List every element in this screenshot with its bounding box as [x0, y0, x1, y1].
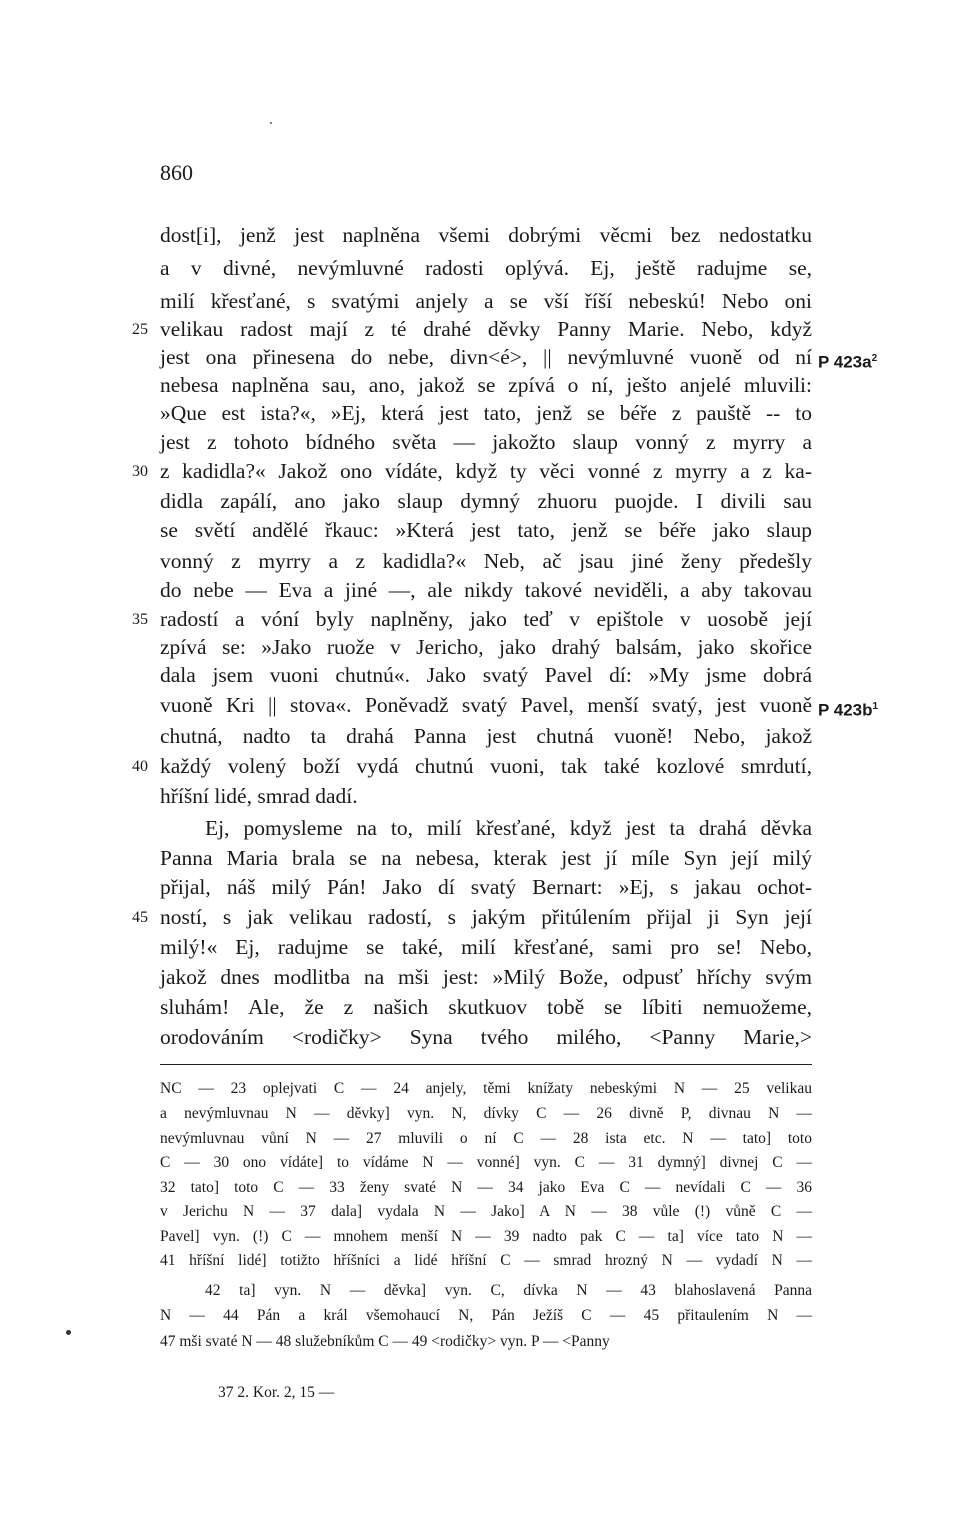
footnote-line: N — 44 Pán a král všemohaucí N, Pán Ježíš C — 45 přitaulením N —	[160, 1307, 812, 1324]
speck-mark	[270, 122, 272, 124]
text-line: ností, s jak velikau radostí, s jakým přitúlením přijal ji Syn její	[160, 905, 812, 929]
line-number: 25	[132, 321, 148, 338]
page-number: 860	[160, 160, 193, 185]
line-number: 30	[132, 463, 148, 480]
text-line: hříšní lidé, smrad dadí.	[160, 784, 358, 808]
text-line: jest z tohoto bídného světa — jakožto slaup vonný z myrry a	[160, 430, 812, 454]
text-line: dost[i], jenž jest naplněna všemi dobrými věcmi bez nedostatku	[160, 223, 812, 247]
text-line: milý!« Ej, radujme se také, milí křesťané, sami pro se! Nebo,	[160, 935, 812, 959]
margin-reference: P $423b^1$	[818, 700, 879, 720]
source-note: 37 2. Kor. 2, 15 —	[218, 1384, 335, 1401]
footnote-separator	[160, 1064, 812, 1065]
footnote-line: nevýmluvnau vůní N — 27 mluvili o ní C — 28 ista etc. N — tato] toto	[160, 1130, 812, 1147]
text-line: vonný z myrry a z kadidla?« Neb, ač jsau jiné ženy předešly	[160, 549, 812, 573]
text-line: a v divné, nevýmluvné radosti oplývá. Ej, ještě radujme se,	[160, 256, 812, 280]
text-line: vuoně Kri || stova«. Poněvadž svatý Pavel, menší svatý, jest vuoně	[160, 693, 812, 717]
line-number: 45	[132, 909, 148, 926]
text-line: Ej, pomysleme na to, milí křesťané, když jest ta drahá děvka	[205, 816, 812, 840]
speck-mark	[66, 1330, 71, 1335]
footnote-line: a nevýmluvnau N — děvky] vyn. N, dívky C — 26 divně P, divnau N —	[160, 1105, 812, 1122]
text-line: zpívá se: »Jako ruože v Jericho, jako drahý balsám, jako skořice	[160, 635, 812, 659]
text-line: radostí a vóní byly naplněny, jako teď v epištole v uosobě její	[160, 607, 812, 631]
footnote-line: 41 hříšní lidé] totižto hříšníci a lidé hříšní C — smrad hrozný N — vydadí N —	[160, 1252, 812, 1269]
text-line: jest ona přinesena do nebe, divn<é>, || nevýmluvné vuoně od ní	[160, 345, 812, 369]
footnote-line: C — 30 ono vídáte] to vídáme N — vonné] vyn. C — 31 dymný] divnej C —	[160, 1154, 812, 1171]
footnote-line: Pavel] vyn. (!) C — mnohem menší N — 39 nadto pak C — ta] více tato N —	[160, 1228, 812, 1245]
margin-reference: P $423a^2$	[818, 352, 878, 372]
text-line: jakož dnes modlitba na mši jest: »Milý Bože, odpusť hříchy svým	[160, 965, 812, 989]
footnote-line: 42 ta] vyn. N — děvka] vyn. C, dívka N — 43 blahoslavená Panna	[205, 1282, 812, 1299]
text-line: velikau radost mají z té drahé děvky Panny Marie. Nebo, když	[160, 317, 812, 341]
text-line: milí křesťané, s svatými anjely a se vší říší nebeskú! Nebo oni	[160, 289, 812, 313]
footnote-line: 47 mši svaté N — 48 služebníkům C — 49 <rodičky> vyn. P — <Panny	[160, 1333, 610, 1350]
footnote-line: NC — 23 oplejvati C — 24 anjely, těmi knížaty nebeskými N — 25 velikau	[160, 1080, 812, 1097]
text-line: nebesa naplněna sau, ano, jakož se zpívá o ní, ješto anjelé mluvili:	[160, 373, 812, 397]
text-line: »Que est ista?«, »Ej, která jest tato, jenž se béře z pauště -- to	[160, 401, 812, 425]
line-number: 40	[132, 758, 148, 775]
text-line: z kadidla?« Jakož ono vídáte, když ty věci vonné z myrry a z ka-	[160, 459, 812, 483]
text-line: přijal, náš milý Pán! Jako dí svatý Bernart: »Ej, s jakau ochot-	[160, 875, 812, 899]
text-line: orodováním <rodičky> Syna tvého milého, <Panny Marie,>	[160, 1025, 812, 1049]
text-line: dala jsem vuoni chutnú«. Jako svatý Pavel dí: »My jsme dobrá	[160, 663, 812, 687]
text-line: didla zapálí, ano jako slaup dymný zhuoru puojde. I divili sau	[160, 489, 812, 513]
footnote-line: 32 tato] toto C — 33 ženy svaté N — 34 jako Eva C — nevídali C — 36	[160, 1179, 812, 1196]
line-number: 35	[132, 611, 148, 628]
text-line: sluhám! Ale, že z našich skutkuov tobě se líbiti nemuožeme,	[160, 995, 812, 1019]
text-line: chutná, nadto ta drahá Panna jest chutná vuoně! Nebo, jakož	[160, 724, 812, 748]
text-line: každý volený boží vydá chutnú vuoni, tak také kozlové smrdutí,	[160, 754, 812, 778]
text-line: Panna Maria brala se na nebesa, kterak jest jí míle Syn její milý	[160, 846, 812, 870]
text-line: do nebe — Eva a jiné —, ale nikdy takové neviděli, a aby takovau	[160, 578, 812, 602]
text-line: se světí andělé řkauc: »Která jest tato, jenž se béře jako slaup	[160, 518, 812, 542]
footnote-line: v Jerichu N — 37 dala] vydala N — Jako] A N — 38 vůle (!) vůně C —	[160, 1203, 812, 1220]
